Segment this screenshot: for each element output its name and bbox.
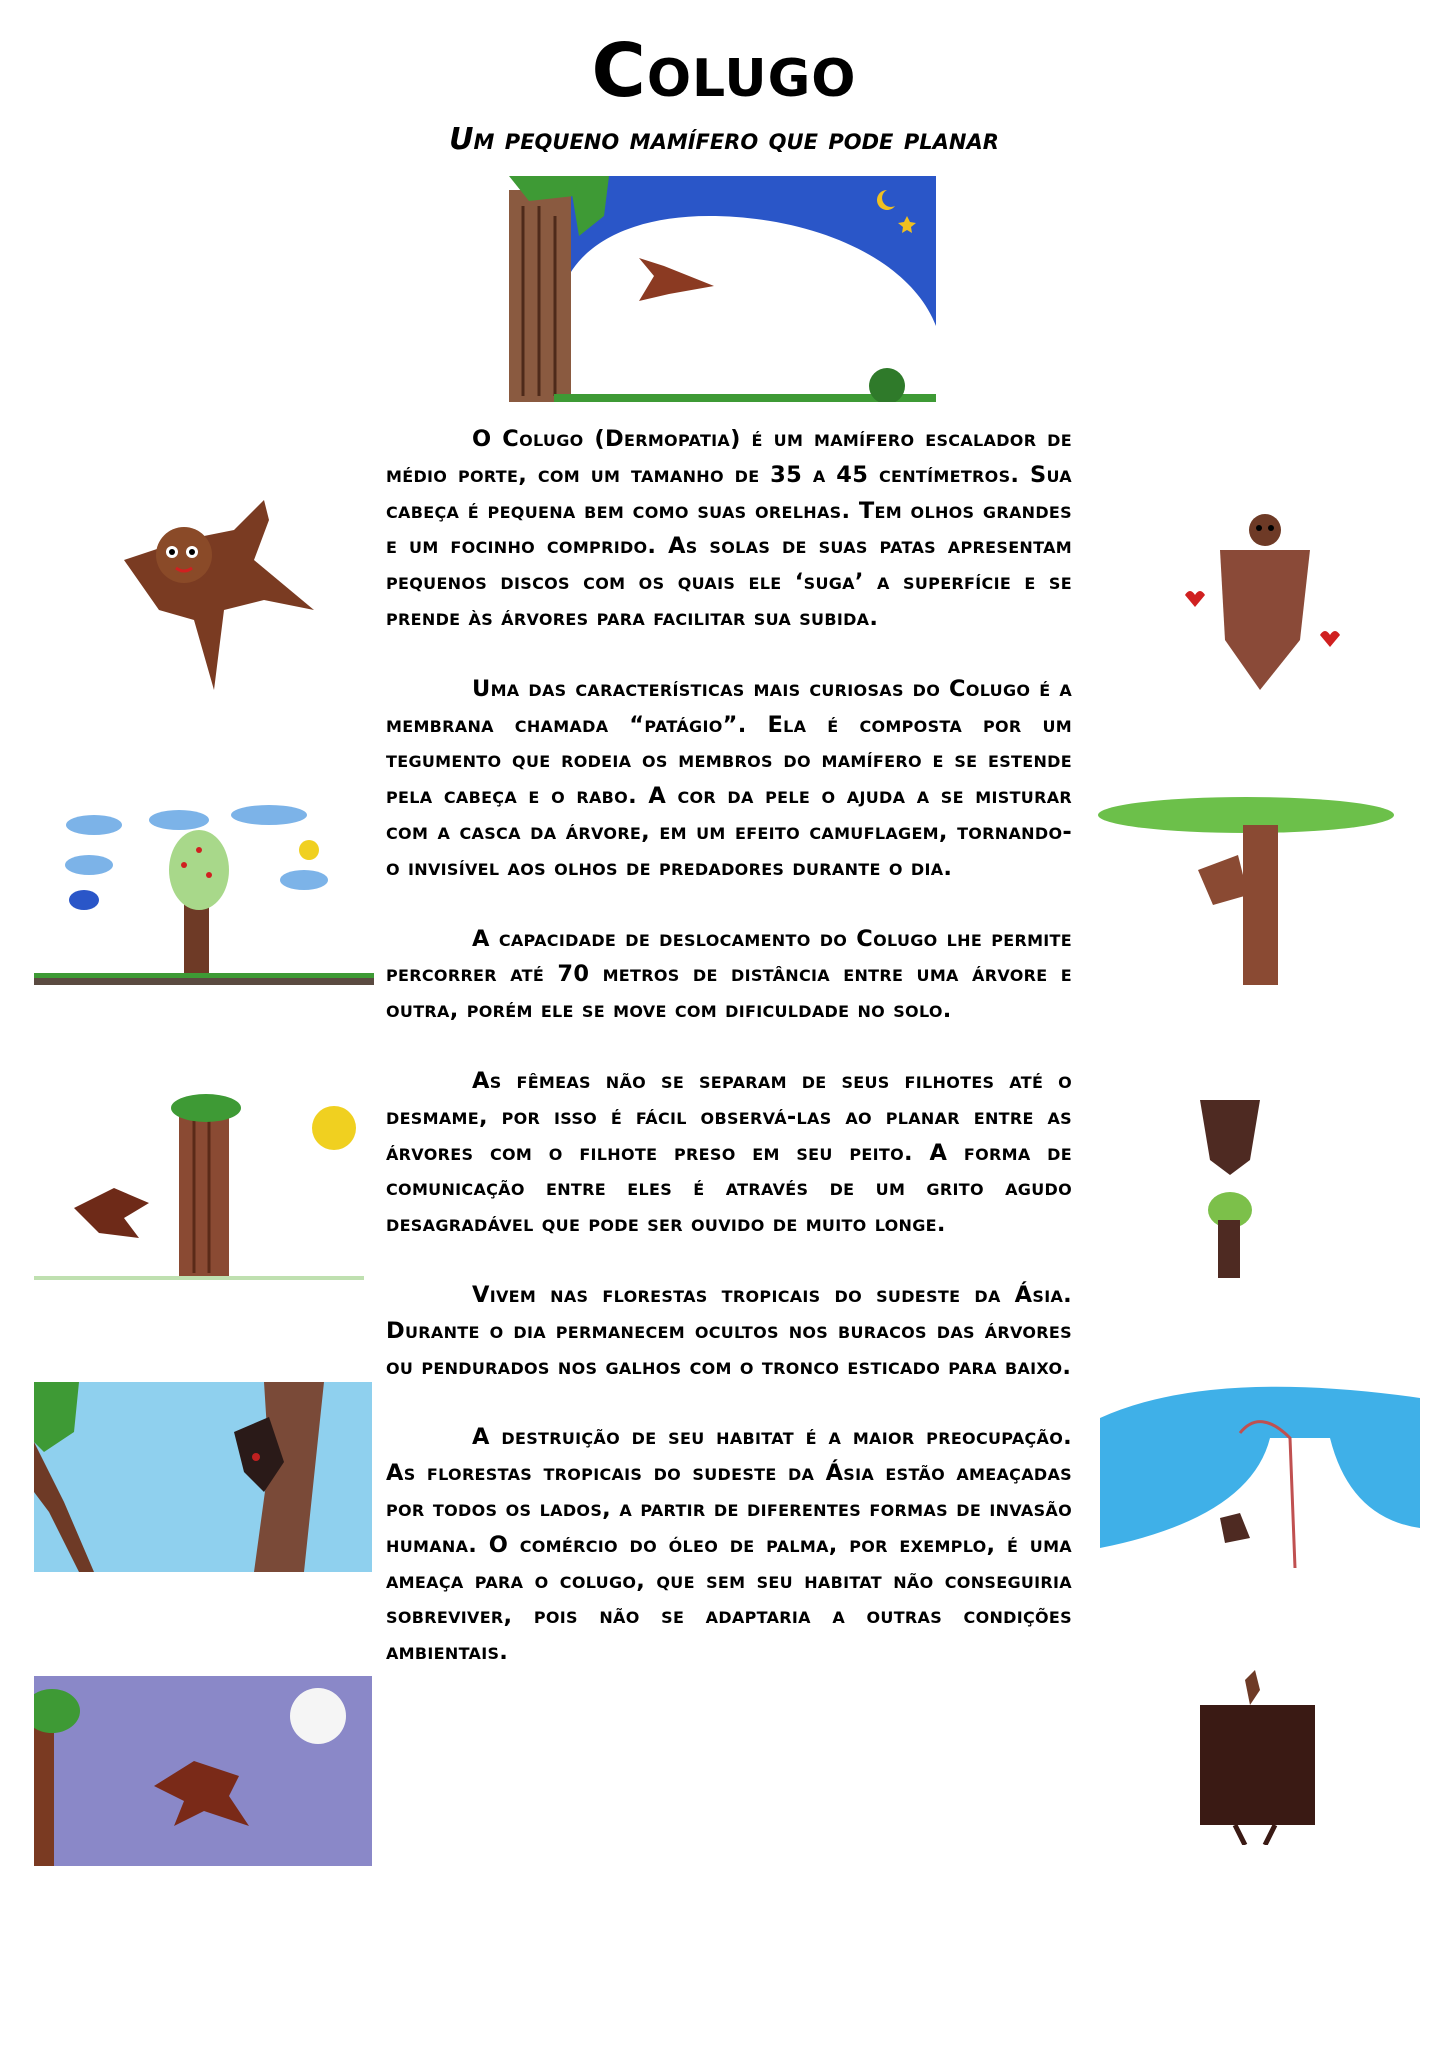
- drawing-tree-clouds: [34, 795, 374, 990]
- colugo-hearts-illustration: [1180, 510, 1340, 695]
- drawing-colugo-gliding-front: [84, 500, 364, 695]
- tree-clouds-illustration: [34, 795, 374, 990]
- paragraph-offspring: As fêmeas não se separam de seus filhotes até o desmame, por isso é fácil observá-las ao planar entre as árvores com o filhote preso em seu peito. A forma de comunicação entre eles é através de um grito agudo desagradável que pode ser ouvido de muito longe.: [386, 1067, 1072, 1238]
- drawing-colugo-dark-square: [1180, 1670, 1330, 1845]
- drawing-colugo-hanging-branch: [1180, 1090, 1280, 1280]
- drawing-colugo-on-trunk-blue: [34, 1382, 372, 1572]
- colugo-trunk-blue-illustration: [34, 1382, 372, 1572]
- colugo-square-illustration: [1180, 1670, 1330, 1845]
- page-subtitle: Um pequeno mamífero que pode planar: [449, 122, 999, 157]
- colugo-purple-sky-illustration: [34, 1676, 372, 1866]
- paragraph-description: O Colugo (Dermopatia) é um mamífero escalador de médio porte, com um tamanho de 35 a 45 centímetros. Sua cabeça é pequena bem como suas orelhas. Tem olhos grandes e um focinho comprido. As solas de suas patas apresentam pequenos discos com os quais ele ‘suga’ a superfície e se prende às árvores para facilitar sua subida.: [386, 426, 1072, 631]
- paragraph-locomotion: A capacidade de deslocamento do Colugo lhe permite percorrer até 70 metros de distância entre uma árvore e outra, porém ele se move com dificuldade no solo.: [386, 925, 1072, 1024]
- paragraph-patagium: Uma das características mais curiosas do Colugo é a membrana chamada “patágio”. Ela é composta por um tegumento que rodeia os membros do mamífero e se estende pela cabeça e o rabo. A cor da pele o ajuda a se misturar com a casca da árvore, em um efeito camuflagem, tornando-o invisível aos olhos de predadores durante o dia.: [386, 675, 1072, 881]
- drawing-colugo-blue-night: [1090, 1378, 1430, 1573]
- colugo-tree-sun-illustration: [34, 1088, 364, 1283]
- drawing-colugo-hearts: [1180, 510, 1340, 695]
- tree-camouflage-illustration: [1098, 795, 1398, 990]
- paragraph-habitat: Vivem nas florestas tropicais do sudeste da Ásia. Durante o dia permanecem ocultos nos buracos das árvores ou pendurados nos galhos com o tronco esticado para baixo.: [386, 1281, 1072, 1380]
- drawing-tree-colugo-camouflage: [1098, 795, 1398, 990]
- colugo-hanging-illustration: [1180, 1090, 1280, 1280]
- page-title: Colugo: [591, 28, 857, 114]
- drawing-colugo-gliding-night: [509, 176, 936, 402]
- article-body: [386, 422, 1072, 1671]
- colugo-blue-illustration: [1090, 1378, 1430, 1573]
- paragraph-threats: A destruição de seu habitat é a maior preocupação. As florestas tropicais do sudeste da Ásia estão ameaçadas por todos os lados, a partir de diferentes formas de invasão humana. O comércio do óleo de palma, por exemplo, é uma ameaça para o colugo, que sem seu habitat não conseguiria sobreviver, pois não se adaptaria a outras condições ambientais.: [386, 1424, 1072, 1666]
- drawing-colugo-tree-sun: [34, 1088, 364, 1283]
- drawing-colugo-gliding-purple: [34, 1676, 372, 1866]
- night-scene-illustration: [509, 176, 936, 402]
- colugo-front-illustration: [84, 500, 364, 695]
